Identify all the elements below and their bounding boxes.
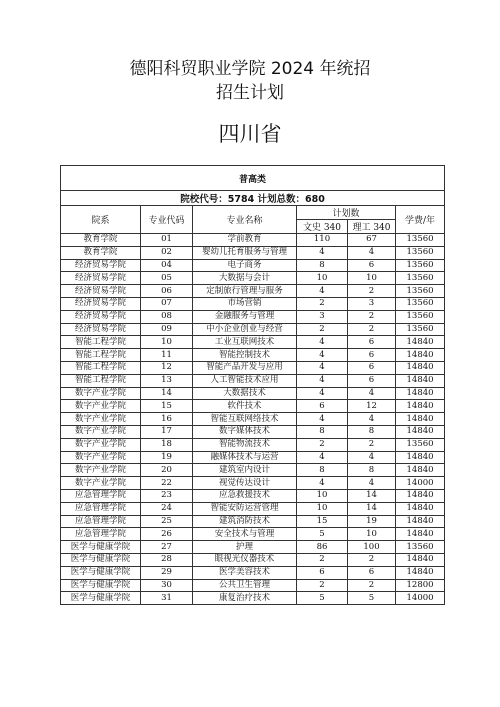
cell-liberal: 2	[297, 323, 348, 336]
cell-code: 28	[141, 553, 193, 566]
cell-major: 市场营销	[193, 297, 297, 310]
cell-code: 26	[141, 528, 193, 541]
cell-tuition: 13560	[396, 246, 445, 259]
cell-code: 04	[141, 259, 193, 272]
cell-code: 14	[141, 387, 193, 400]
cell-major: 定制旅行管理与服务	[193, 285, 297, 298]
cell-code: 27	[141, 541, 193, 554]
cell-code: 23	[141, 489, 193, 502]
cell-major: 智能控制技术	[193, 349, 297, 362]
col-header-science: 理工 340	[348, 220, 396, 234]
table-row	[61, 336, 445, 349]
cell-liberal: 4	[297, 336, 348, 349]
table-row	[61, 566, 445, 579]
cell-tuition: 14840	[396, 387, 445, 400]
cell-major: 软件技术	[193, 400, 297, 413]
cell-science: 3	[348, 297, 396, 310]
cell-major: 建筑消防技术	[193, 515, 297, 528]
table-row	[61, 477, 445, 490]
cell-tuition: 14840	[396, 336, 445, 349]
cell-dept: 数字产业学院	[61, 464, 141, 477]
cell-science: 14	[348, 489, 396, 502]
cell-major: 人工智能技术应用	[193, 374, 297, 387]
enrollment-plan-table	[60, 165, 445, 605]
cell-major: 学前教育	[193, 234, 297, 247]
cell-science: 6	[348, 259, 396, 272]
cell-science: 4	[348, 451, 396, 464]
cell-code: 25	[141, 515, 193, 528]
cell-liberal: 110	[297, 234, 348, 247]
cell-code: 16	[141, 413, 193, 426]
cell-tuition: 14840	[396, 566, 445, 579]
table-row	[61, 310, 445, 323]
table-row	[61, 297, 445, 310]
cell-liberal: 5	[297, 592, 348, 605]
table-row	[61, 425, 445, 438]
cell-tuition: 13560	[396, 285, 445, 298]
cell-major: 公共卫生管理	[193, 579, 297, 592]
cell-dept: 医学与健康学院	[61, 541, 141, 554]
cell-liberal: 2	[297, 297, 348, 310]
cell-major: 安全技术与管理	[193, 528, 297, 541]
cell-tuition: 13560	[396, 297, 445, 310]
cell-science: 2	[348, 285, 396, 298]
table-row	[61, 413, 445, 426]
cell-tuition: 13560	[396, 259, 445, 272]
cell-dept: 医学与健康学院	[61, 553, 141, 566]
cell-tuition: 14840	[396, 464, 445, 477]
cell-liberal: 6	[297, 400, 348, 413]
cell-code: 13	[141, 374, 193, 387]
cell-major: 眼视光仪器技术	[193, 553, 297, 566]
cell-liberal: 4	[297, 451, 348, 464]
cell-liberal: 5	[297, 528, 348, 541]
table-row	[61, 259, 445, 272]
table-row	[61, 541, 445, 554]
cell-major: 融媒体技术与运营	[193, 451, 297, 464]
cell-code: 10	[141, 336, 193, 349]
cell-liberal: 4	[297, 413, 348, 426]
cell-science: 4	[348, 477, 396, 490]
cell-dept: 数字产业学院	[61, 451, 141, 464]
cell-liberal: 4	[297, 246, 348, 259]
cell-dept: 数字产业学院	[61, 425, 141, 438]
cell-science: 19	[348, 515, 396, 528]
cell-tuition: 14000	[396, 477, 445, 490]
cell-tuition: 14840	[396, 502, 445, 515]
cell-code: 09	[141, 323, 193, 336]
cell-liberal: 8	[297, 259, 348, 272]
cell-dept: 智能工程学院	[61, 349, 141, 362]
cell-code: 29	[141, 566, 193, 579]
cell-dept: 应急管理学院	[61, 502, 141, 515]
cell-dept: 经济贸易学院	[61, 297, 141, 310]
cell-code: 08	[141, 310, 193, 323]
table-row	[61, 502, 445, 515]
cell-dept: 应急管理学院	[61, 528, 141, 541]
cell-liberal: 15	[297, 515, 348, 528]
cell-code: 19	[141, 451, 193, 464]
cell-major: 智能互联网络技术	[193, 413, 297, 426]
cell-code: 24	[141, 502, 193, 515]
cell-code: 02	[141, 246, 193, 259]
cell-science: 6	[348, 336, 396, 349]
table-row	[61, 579, 445, 592]
cell-major: 电子商务	[193, 259, 297, 272]
cell-dept: 数字产业学院	[61, 387, 141, 400]
cell-major: 婴幼儿托育服务与管理	[193, 246, 297, 259]
table-row	[61, 323, 445, 336]
cell-tuition: 13560	[396, 310, 445, 323]
cell-liberal: 10	[297, 272, 348, 285]
cell-science: 8	[348, 464, 396, 477]
cell-dept: 医学与健康学院	[61, 592, 141, 605]
cell-major: 护理	[193, 541, 297, 554]
cell-science: 10	[348, 528, 396, 541]
cell-code: 15	[141, 400, 193, 413]
cell-code: 17	[141, 425, 193, 438]
cell-science: 10	[348, 272, 396, 285]
cell-major: 金融服务与管理	[193, 310, 297, 323]
cell-dept: 教育学院	[61, 246, 141, 259]
school-code-line: 院校代号：5784 计划总数：680	[61, 191, 445, 206]
province-heading: 四川省	[218, 122, 282, 146]
cell-science: 6	[348, 374, 396, 387]
cell-major: 康复治疗技术	[193, 592, 297, 605]
cell-dept: 数字产业学院	[61, 438, 141, 451]
cell-science: 4	[348, 413, 396, 426]
cell-code: 12	[141, 361, 193, 374]
col-header-major: 专业名称	[193, 206, 297, 234]
cell-dept: 医学与健康学院	[61, 579, 141, 592]
cell-tuition: 14840	[396, 489, 445, 502]
cell-liberal: 8	[297, 425, 348, 438]
cell-tuition: 14840	[396, 349, 445, 362]
cell-dept: 医学与健康学院	[61, 566, 141, 579]
cell-liberal: 86	[297, 541, 348, 554]
cell-dept: 智能工程学院	[61, 361, 141, 374]
table-row	[61, 515, 445, 528]
table-row	[61, 234, 445, 247]
table-row	[61, 528, 445, 541]
cell-science: 2	[348, 310, 396, 323]
col-header-plan: 计划数	[297, 206, 396, 220]
cell-tuition: 14840	[396, 553, 445, 566]
table-row	[61, 349, 445, 362]
table-row	[61, 592, 445, 605]
table-row	[61, 400, 445, 413]
cell-dept: 经济贸易学院	[61, 272, 141, 285]
cell-dept: 数字产业学院	[61, 400, 141, 413]
table-row	[61, 285, 445, 298]
cell-major: 工业互联网技术	[193, 336, 297, 349]
cell-science: 2	[348, 579, 396, 592]
cell-dept: 经济贸易学院	[61, 285, 141, 298]
cell-code: 20	[141, 464, 193, 477]
table-row	[61, 246, 445, 259]
cell-code: 11	[141, 349, 193, 362]
cell-dept: 数字产业学院	[61, 413, 141, 426]
cell-liberal: 2	[297, 579, 348, 592]
cell-tuition: 14840	[396, 400, 445, 413]
cell-liberal: 2	[297, 553, 348, 566]
cell-tuition: 14840	[396, 425, 445, 438]
cell-science: 2	[348, 323, 396, 336]
cell-code: 05	[141, 272, 193, 285]
cell-dept: 智能工程学院	[61, 336, 141, 349]
cell-tuition: 14840	[396, 515, 445, 528]
table-row	[61, 361, 445, 374]
table-row	[61, 272, 445, 285]
table-row	[61, 374, 445, 387]
cell-tuition: 14840	[396, 528, 445, 541]
cell-major: 中小企业创业与经营	[193, 323, 297, 336]
cell-major: 医学美容技术	[193, 566, 297, 579]
cell-code: 22	[141, 477, 193, 490]
cell-liberal: 10	[297, 502, 348, 515]
cell-science: 8	[348, 425, 396, 438]
cell-dept: 应急管理学院	[61, 515, 141, 528]
col-header-dept: 院系	[61, 206, 141, 234]
cell-code: 06	[141, 285, 193, 298]
table-row	[61, 451, 445, 464]
cell-major: 大数据技术	[193, 387, 297, 400]
cell-code: 01	[141, 234, 193, 247]
cell-tuition: 12800	[396, 579, 445, 592]
cell-science: 6	[348, 566, 396, 579]
cell-liberal: 4	[297, 477, 348, 490]
document-subtitle: 招生计划	[216, 83, 284, 103]
cell-major: 视觉传达设计	[193, 477, 297, 490]
cell-tuition: 13560	[396, 541, 445, 554]
cell-dept: 经济贸易学院	[61, 323, 141, 336]
col-header-liberal: 文史 340	[297, 220, 348, 234]
cell-dept: 应急管理学院	[61, 489, 141, 502]
cell-code: 30	[141, 579, 193, 592]
cell-liberal: 3	[297, 310, 348, 323]
cell-science: 12	[348, 400, 396, 413]
cell-liberal: 2	[297, 438, 348, 451]
cell-science: 4	[348, 387, 396, 400]
cell-liberal: 4	[297, 285, 348, 298]
cell-tuition: 14840	[396, 374, 445, 387]
cell-major: 建筑室内设计	[193, 464, 297, 477]
col-header-tuition: 学费/年	[396, 206, 445, 234]
cell-major: 应急救援技术	[193, 489, 297, 502]
table-row	[61, 553, 445, 566]
cell-tuition: 13560	[396, 234, 445, 247]
category-band: 普高类	[61, 166, 445, 191]
cell-liberal: 4	[297, 349, 348, 362]
cell-liberal: 4	[297, 361, 348, 374]
cell-major: 智能安防运营管理	[193, 502, 297, 515]
table-body	[61, 234, 445, 605]
cell-liberal: 8	[297, 464, 348, 477]
cell-code: 31	[141, 592, 193, 605]
cell-tuition: 14000	[396, 592, 445, 605]
cell-code: 18	[141, 438, 193, 451]
cell-science: 2	[348, 438, 396, 451]
cell-code: 07	[141, 297, 193, 310]
col-header-code: 专业代码	[141, 206, 193, 234]
cell-liberal: 6	[297, 566, 348, 579]
cell-science: 4	[348, 246, 396, 259]
table-row	[61, 438, 445, 451]
cell-liberal: 4	[297, 374, 348, 387]
cell-science: 2	[348, 553, 396, 566]
cell-tuition: 14840	[396, 451, 445, 464]
cell-dept: 数字产业学院	[61, 477, 141, 490]
cell-liberal: 10	[297, 489, 348, 502]
cell-major: 数字媒体技术	[193, 425, 297, 438]
table-row	[61, 387, 445, 400]
cell-science: 6	[348, 349, 396, 362]
cell-dept: 智能工程学院	[61, 374, 141, 387]
document-title: 德阳科贸职业学院 2024 年统招	[129, 59, 371, 79]
cell-science: 67	[348, 234, 396, 247]
cell-science: 14	[348, 502, 396, 515]
cell-major: 大数据与会计	[193, 272, 297, 285]
cell-dept: 经济贸易学院	[61, 259, 141, 272]
cell-tuition: 13560	[396, 323, 445, 336]
cell-major: 智能产品开发与应用	[193, 361, 297, 374]
cell-tuition: 14840	[396, 361, 445, 374]
table-row	[61, 489, 445, 502]
cell-tuition: 14840	[396, 413, 445, 426]
cell-science: 5	[348, 592, 396, 605]
cell-science: 6	[348, 361, 396, 374]
cell-liberal: 4	[297, 387, 348, 400]
cell-dept: 经济贸易学院	[61, 310, 141, 323]
cell-major: 智能物流技术	[193, 438, 297, 451]
cell-tuition: 13560	[396, 438, 445, 451]
cell-tuition: 13560	[396, 272, 445, 285]
table-row	[61, 464, 445, 477]
cell-dept: 教育学院	[61, 234, 141, 247]
cell-science: 100	[348, 541, 396, 554]
